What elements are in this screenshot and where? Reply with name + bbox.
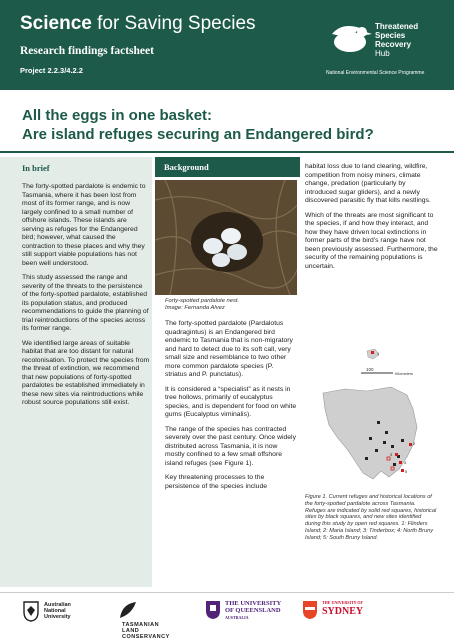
in-brief-paragraph: We identified large areas of suitable habitat that are too distant for natural recolonisation. To protect the species from the threat of extinction, we recommend that new populations of forty-spotted pardalotes be established immediately in these new sites via reintroductions while robust source populations still exist. (22, 339, 150, 406)
photo-caption-line-1: Forty-spotted pardalote nest. (165, 298, 240, 304)
in-brief-heading: In brief (22, 163, 50, 173)
in-brief-paragraph: This study assessed the range and severity of the threats to the persistence of the forty-spotted pardalote, established its population status, and produced recommendations to guide the planning of trial reintroductions of the species across its former range. (22, 274, 149, 332)
nest-photo (155, 180, 297, 295)
svg-text:5: 5 (405, 469, 408, 474)
tlc-leaf-icon (118, 600, 138, 620)
photo-caption-line-2: Image: Fernanda Alvez (165, 305, 225, 311)
anu-crest-icon (22, 600, 40, 622)
factsheet-subtitle: Research findings factsheet (20, 45, 154, 57)
background-paragraph: The forty-spotted pardalote (Pardalotus quadragintus) is an Endangered bird endemic to Tasmania that is non-migratory and hard to detect due to its soft call, very small size and resemblance to two other more common pardalote species (P. striatus and P. punctatus). (165, 320, 293, 378)
tasmania-map-figure (305, 345, 437, 489)
background-paragraph: Key threatening processes to the persistence of the species include (165, 474, 268, 490)
background-paragraph: habitat loss due to land clearing, wildfire, competition from noisy miners, climate change, predation (particularly by introduced sugar gliders), and a newly discovered parasitic fly that kills nestlings. (305, 163, 431, 204)
series-title-rest: for Saving Species (91, 13, 256, 34)
figure-caption: Figure 1. Current refuges and historical locations of the forty-spotted pardalote across Tasmania. Refuges are indicated by solid red squares, historical sites by black squares, and new sites identified during this study by open red squares. 1: Flinders Island; 2: Maria Island; 3: Tinderbox; 4: North Bruny Island; 5: South Bruny Island. (305, 494, 437, 541)
tlc-name-3: CONSERVANCY (122, 634, 170, 640)
background-paragraph: It is considered a “specialist” as it nests in tree hollows, primarily of eucalyptus species, and is dependent for food on white gums (Eucalyptus viminalis). (165, 385, 297, 418)
anu-name: Australian National University (44, 602, 71, 620)
tsr-hub-logo (330, 20, 450, 65)
page-title-line-1: All the eggs in one basket: (22, 107, 213, 124)
hub-logo-text-1: Threatened (375, 22, 419, 31)
page-title-line-2: Are island refuges securing an Endangered bird? (22, 126, 374, 143)
nest-eggs-image (155, 180, 297, 295)
in-brief-panel (0, 157, 152, 587)
usyd-name-2: SYDNEY (322, 606, 364, 617)
bird-logo-icon (330, 20, 372, 60)
project-code: Project 2.2.3/4.2.2 (20, 66, 83, 75)
uq-crest-icon (205, 600, 221, 620)
hub-logo-text-2: Species (375, 31, 406, 40)
svg-text:2: 2 (413, 441, 416, 446)
usyd-name-1: THE UNIVERSITY OF (322, 600, 363, 605)
background-column-2 (305, 163, 439, 277)
background-column-1 (165, 320, 297, 497)
background-paragraph: The range of the species has contracted severely over the past century. Once widely distributed across Tasmania, it is now mostly confined to a few small offshore island refuges (see Figure 1). (165, 425, 296, 467)
title-bar (0, 97, 454, 153)
uq-name-3: AUSTRALIA (225, 615, 249, 620)
hub-logo-text-4: Hub (375, 49, 390, 58)
uq-name-2: OF QUEENSLAND (225, 607, 281, 614)
page-title (22, 106, 374, 144)
background-heading: Background (164, 162, 209, 172)
svg-text:1: 1 (377, 351, 380, 356)
map-scale-value: 100 (366, 367, 374, 372)
program-name: National Environmental Science Programme (326, 70, 425, 76)
svg-text:4: 4 (404, 460, 407, 465)
tlc-name-2: LAND (122, 628, 140, 634)
series-title (20, 13, 256, 35)
uq-name-1: THE UNIVERSITY (225, 600, 282, 607)
hub-logo-text-3: Recovery (375, 40, 412, 49)
header-banner (0, 0, 454, 90)
series-title-bold: Science (20, 13, 92, 34)
background-paragraph: Which of the threats are most significant to the species, if and how they interact, and how they have driven local extinctions in former parts of the bird’s range have not been previously assessed. Furthermore, the security of the remaining populations is uncertain. (305, 211, 438, 270)
tlc-name-1: TASMANIAN (122, 622, 160, 628)
in-brief-paragraph: The forty-spotted pardalote is endemic to Tasmania, where it has been lost from most of its former range, and is now largely confined to a small number of offshore islands. These islands are serving as refuges for the Endangered bird; however, what caused the contraction to these places and why they still support viable populations has not been well understood. (22, 183, 146, 267)
photo-caption (165, 298, 295, 312)
tasmania-map (305, 345, 437, 489)
usyd-crest-icon (302, 600, 318, 620)
in-brief-body (22, 183, 150, 414)
svg-text:3: 3 (390, 452, 393, 457)
map-scale-unit: Kilometers (395, 372, 413, 376)
background-heading-bar (155, 157, 300, 177)
